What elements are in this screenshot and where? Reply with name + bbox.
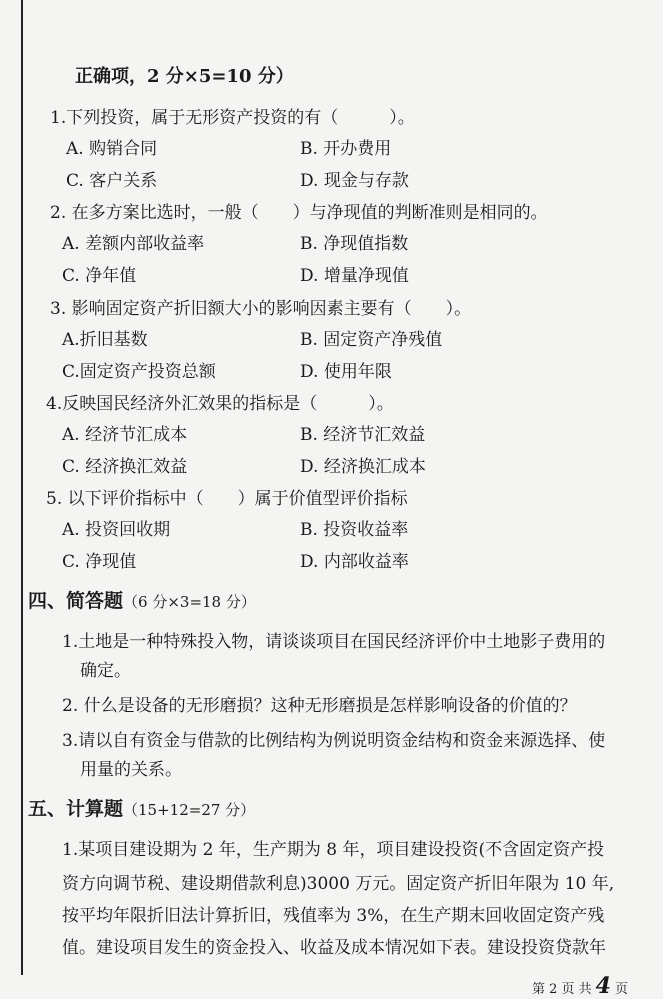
section-5-score: （15+12=27 分） (123, 801, 256, 819)
question-5-stem: 5. 以下评价指标中（ ）属于价值型评价指标 (46, 489, 408, 509)
q5-option-d: D. 内部收益率 (300, 552, 409, 572)
q2-option-c: C. 净年值 (62, 266, 137, 286)
q3-option-d: D. 使用年限 (300, 362, 392, 382)
page-footer (532, 973, 628, 999)
short-answer-3-line2: 用量的关系。 (80, 760, 182, 780)
section-4-heading (28, 592, 256, 611)
q4-option-d: D. 经济换汇成本 (300, 457, 426, 477)
section-5-title: 五、计算题 (28, 798, 124, 820)
short-answer-1-line1: 1.土地是一种特殊投入物，请谈谈项目在国民经济评价中土地影子费用的 (62, 632, 606, 652)
q1-option-d: D. 现金与存款 (300, 171, 409, 191)
calc-problem-line1: 1.某项目建设期为 2 年，生产期为 8 年，项目建设投资(不含固定资产投 (62, 840, 605, 860)
q4-option-c: C. 经济换汇效益 (62, 457, 188, 477)
q4-option-b: B. 经济节汇效益 (300, 425, 426, 445)
short-answer-2: 2. 什么是设备的无形磨损？这种无形磨损是怎样影响设备的价值的？ (62, 696, 577, 716)
footer-total-pages: 4 (595, 973, 611, 999)
footer-suffix: 页 (614, 982, 628, 997)
calc-problem-line3: 按平均年限折旧法计算折旧，残值率为 3%，在生产期末回收固定资产残 (62, 906, 605, 926)
q3-option-b: B. 固定资产净残值 (300, 330, 443, 350)
q2-option-b: B. 净现值指数 (300, 234, 409, 254)
q5-option-b: B. 投资收益率 (300, 520, 409, 540)
q5-option-c: C. 净现值 (62, 552, 137, 572)
section-4-title: 四、简答题 (28, 590, 124, 612)
short-answer-3-line1: 3.请以自有资金与借款的比例结构为例说明资金结构和资金来源选择、使 (62, 731, 606, 751)
calc-problem-line2: 资方向调节税、建设期借款利息)3000 万元。固定资产折旧年限为 10 年, (62, 874, 615, 894)
question-3-stem: 3. 影响固定资产折旧额大小的影响因素主要有（ ）。 (50, 299, 472, 319)
section-5-heading (28, 800, 255, 819)
q3-option-a: A.折旧基数 (62, 330, 148, 350)
q1-option-a: A. 购销合同 (66, 139, 158, 159)
short-answer-1-line2: 确定。 (80, 661, 131, 681)
q2-option-d: D. 增量净现值 (300, 266, 409, 286)
section-header: 正确项，2 分×5=10 分） (75, 66, 294, 87)
margin-line (21, 0, 23, 975)
calc-problem-line4: 值。建设项目发生的资金投入、收益及成本情况如下表。建设投资贷款年 (62, 938, 606, 958)
question-1-stem: 1.下列投资，属于无形资产投资的有（ ）。 (50, 108, 415, 128)
q4-option-a: A. 经济节汇成本 (62, 425, 188, 445)
footer-prefix: 第 2 页 共 (532, 982, 592, 997)
q3-option-c: C.固定资产投资总额 (62, 362, 216, 382)
section-4-score: （6 分×3=18 分） (123, 593, 256, 611)
question-2-stem: 2. 在多方案比选时，一般（ ）与净现值的判断准则是相同的。 (50, 203, 548, 223)
q1-option-b: B. 开办费用 (300, 139, 392, 159)
q2-option-a: A. 差额内部收益率 (62, 234, 205, 254)
q5-option-a: A. 投资回收期 (62, 520, 171, 540)
q1-option-c: C. 客户关系 (66, 171, 158, 191)
question-4-stem: 4.反映国民经济外汇效果的指标是（ ）。 (46, 394, 394, 414)
